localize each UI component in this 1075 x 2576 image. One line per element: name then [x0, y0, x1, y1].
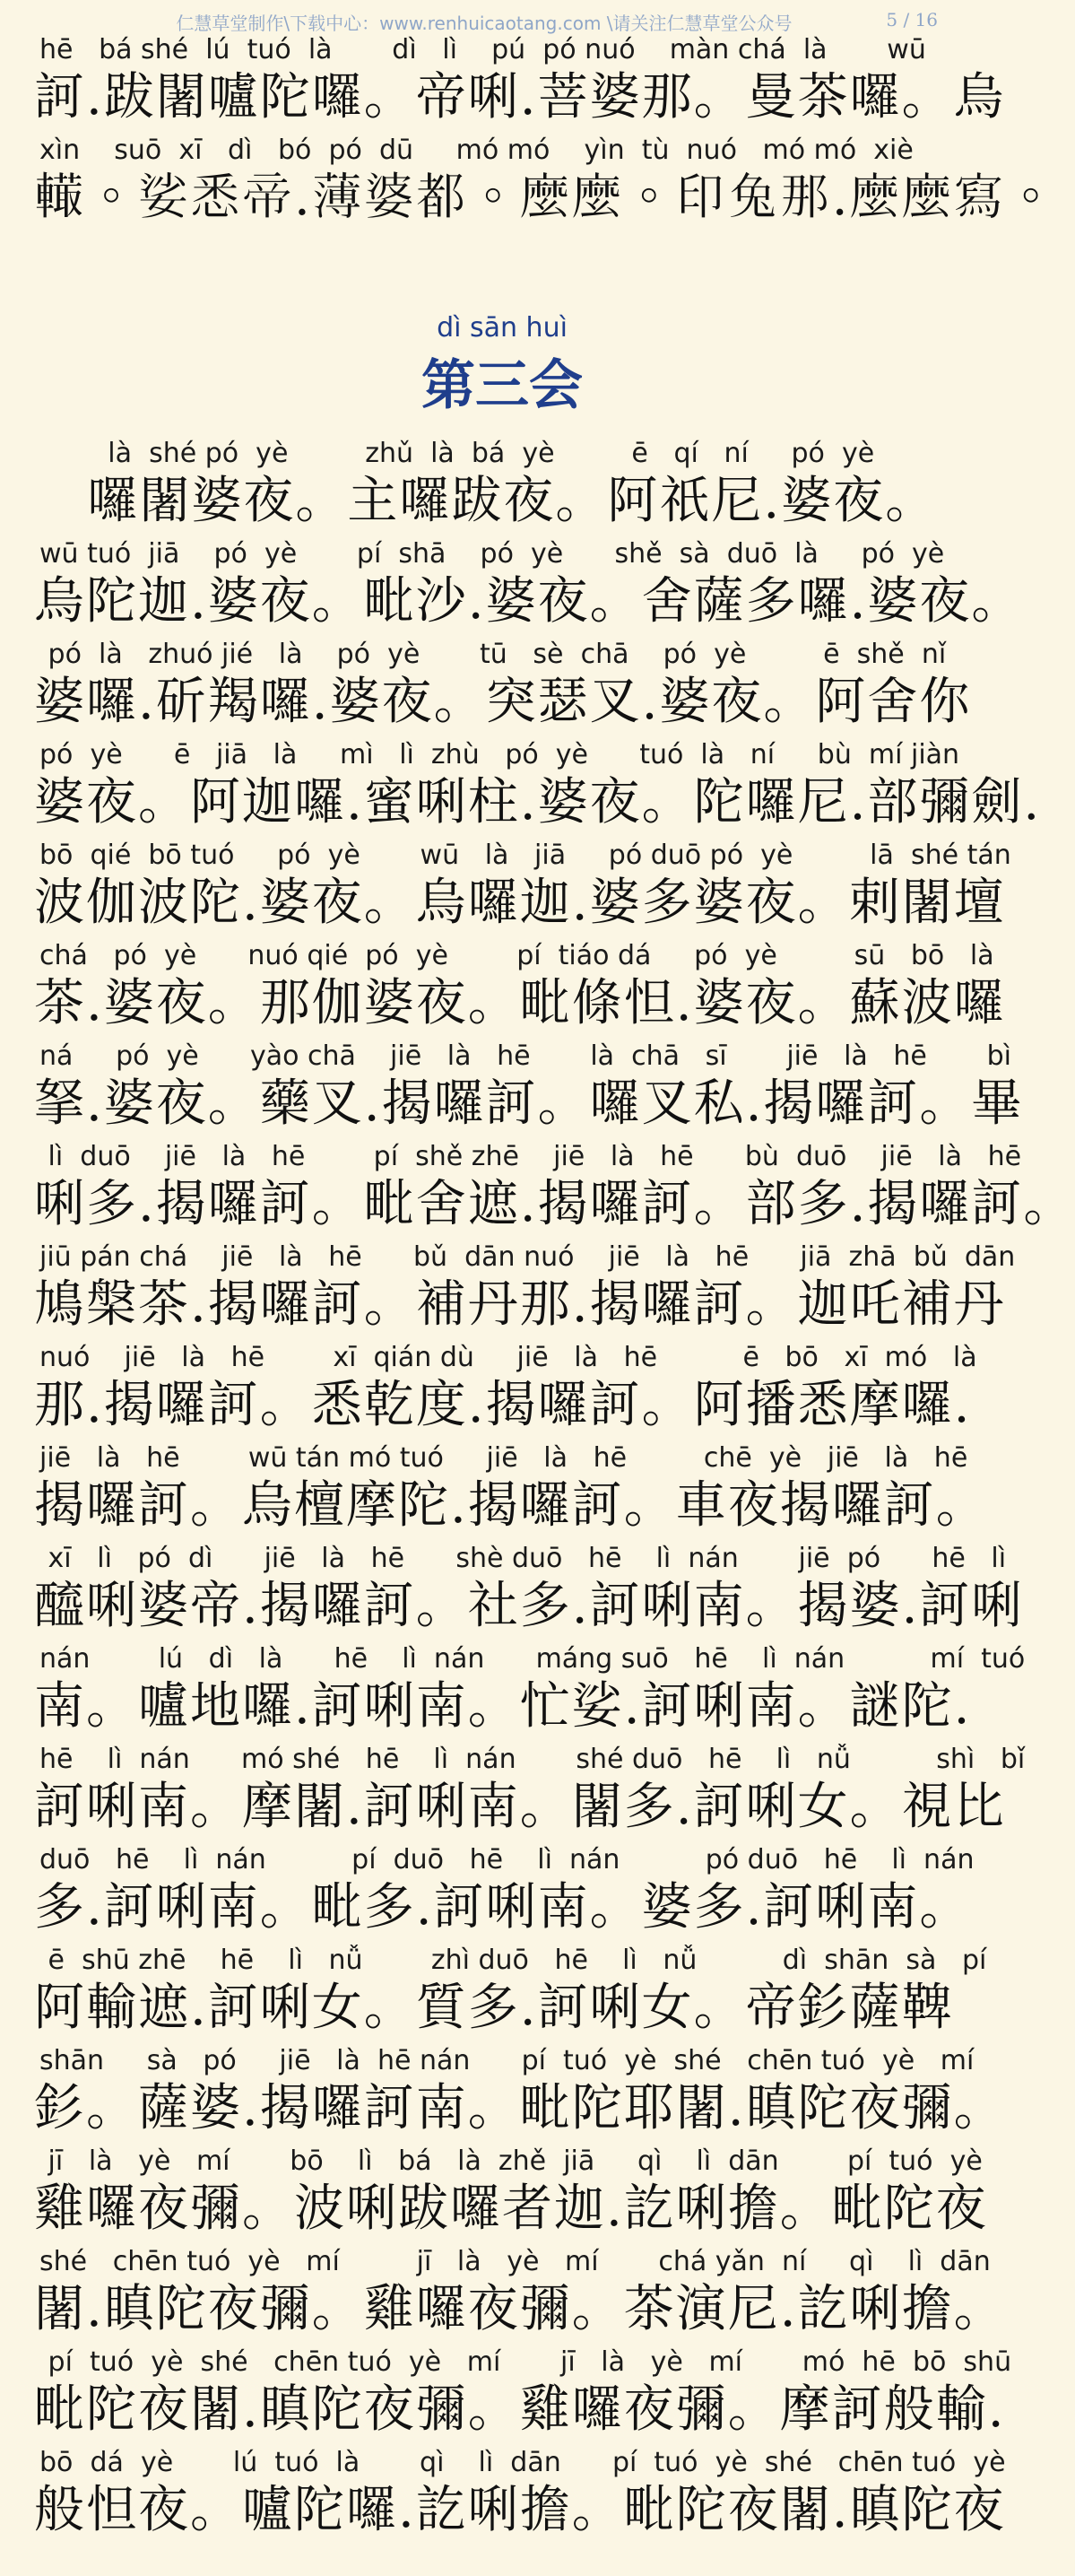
pinyin-text: lì duō jiē là hē pí shě zhē jiē là hē bù duō jiē là hē — [39, 1141, 1022, 1172]
verse-line — [34, 1742, 1026, 1842]
verse-line — [34, 2244, 1006, 2345]
pinyin-text: ná pó yè yào chā jiē là hē là chā sī jiē là hē bì — [39, 1040, 1011, 1072]
hanzi-text: 釤。薩婆.揭囉訶南。毗陀耶闍.瞋陀夜彌。 — [34, 2079, 1006, 2137]
pinyin-text: jiū pán chá jiē là hē bǔ dān nuó jiē là hē jiā zhā bǔ dān — [39, 1241, 1016, 1273]
verse-line — [34, 2345, 1012, 2445]
pinyin-text: hē lì nán mó shé hē lì nán shé duō hē lì nǚ shì bǐ — [39, 1744, 1026, 1775]
pinyin-text: jī là yè mí bō lì bá là zhě jiā qì lì dān pí tuó yè — [39, 2145, 983, 2177]
hanzi-text: 唎多.揭囉訶。毗舍遮.揭囉訶。部多.揭囉訶。 — [34, 1175, 1075, 1233]
hanzi-text: 般怛夜。嚧陀囉.訖唎擔。毗陀夜闍.瞋陀夜 — [34, 2481, 1006, 2539]
section-title: 第三会 — [421, 354, 583, 417]
hanzi-text: 茶.婆夜。那伽婆夜。毗條怛.婆夜。蘇波囉 — [34, 974, 1006, 1032]
hanzi-text: 闍.瞋陀夜彌。雞囉夜彌。茶演尼.訖唎擔。 — [34, 2280, 1006, 2338]
hanzi-text: 波伽波陀.婆夜。烏囉迦.婆多婆夜。剌闍壇 — [34, 874, 1006, 932]
pinyin-text: bō qié bō tuó pó yè wū là jiā pó duō pó yè lā shé tán — [39, 840, 1011, 871]
hanzi-text: 醯唎婆帝.揭囉訶。社多.訶唎南。揭婆.訶唎 — [34, 1577, 1024, 1635]
pinyin-text: bō dá yè lú tuó là qì lì dān pí tuó yè shé chēn tuó yè — [39, 2447, 1006, 2478]
verse-line — [34, 32, 1006, 133]
hanzi-text: 囉闍婆夜。主囉跋夜。阿祇尼.婆夜。 — [34, 472, 938, 530]
verse-line — [34, 1641, 1026, 1742]
verse-line — [34, 838, 1011, 938]
verse-line — [34, 1240, 1016, 1340]
hanzi-text: 烏陀迦.婆夜。毗沙.婆夜。舍薩多囉.婆夜。 — [34, 572, 1024, 631]
hanzi-text: 婆囉.斫羯囉.婆夜。突瑟叉.婆夜。阿舍你 — [34, 673, 972, 731]
hanzi-text: 訶唎南。摩闍.訶唎南。闍多.訶唎女。視比 — [34, 1778, 1006, 1836]
verse-line — [34, 938, 1006, 1039]
verse-line — [34, 2144, 988, 2244]
hanzi-text: 阿輸遮.訶唎女。質多.訶唎女。帝釤薩鞞 — [34, 1979, 954, 2037]
verse-line — [34, 1943, 987, 2043]
page-number: 5 / 16 — [886, 9, 938, 30]
verse-line — [34, 737, 1042, 838]
hanzi-text: 揭囉訶。烏檀摩陀.揭囉訶。車夜揭囉訶。 — [34, 1476, 988, 1535]
verse-line — [34, 1039, 1024, 1139]
hanzi-text: 那.揭囉訶。悉乾度.揭囉訶。阿播悉摩囉. — [34, 1376, 972, 1434]
pinyin-text: shé chēn tuó yè mí jī là yè mí chá yǎn ní qì lì dān — [39, 2246, 991, 2277]
verse-line — [34, 1340, 977, 1440]
verse-line — [34, 536, 1024, 637]
hanzi-text: 𨎮。娑悉帝.薄婆都。麼麼。印兔那.麼麼寫。 — [34, 169, 1058, 227]
pinyin-text: wū tuó jiā pó yè pí shā pó yè shě sà duō là pó yè — [39, 538, 945, 570]
pinyin-text: nuó jiē là hē xī qián dù jiē là hē ē bō xī mó là — [39, 1342, 977, 1373]
hanzi-text: 婆夜。阿迦囉.蜜唎柱.婆夜。陀囉尼.部彌劍. — [34, 773, 1042, 831]
pinyin-text: shān sà pó jiē là hē nán pí tuó yè shé chēn tuó yè mí — [39, 2045, 975, 2076]
pinyin-text: duō hē lì nán pí duō hē lì nán pó duō hē lì nán — [39, 1844, 975, 1875]
hanzi-text: 毗陀夜闍.瞋陀夜彌。雞囉夜彌。摩訶般輸. — [34, 2380, 1006, 2439]
pinyin-text: jiē là hē wū tán mó tuó jiē là hē chē yè jiē là hē — [39, 1442, 968, 1474]
pinyin-text: ē shū zhē hē lì nǚ zhì duō hē lì nǚ dì shān sà pí — [39, 1945, 987, 1976]
verse-line — [34, 436, 949, 536]
pinyin-text: xìn suō xī dì bó pó dū mó mó yìn tù nuó mó mó xiè — [39, 135, 914, 166]
verse-line — [34, 2445, 1006, 2546]
pinyin-text: pí tuó yè shé chēn tuó yè mí jī là yè mí mó hē bō shū — [39, 2346, 1012, 2378]
pinyin-text: nán lú dì là hē lì nán máng suō hē lì nán mí tuó — [39, 1643, 1026, 1675]
pinyin-text: hē bá shé lú tuó là dì lì pú pó nuó màn chá là wū — [39, 34, 926, 65]
verse-line — [34, 133, 1058, 233]
hanzi-text: 南。嚧地囉.訶唎南。忙娑.訶唎南。謎陀. — [34, 1677, 972, 1736]
section-pinyin: dì sān huì — [437, 312, 568, 344]
pinyin-text: pó yè ē jiā là mì lì zhù pó yè tuó là ní bù mí jiàn — [39, 739, 960, 770]
hanzi-text: 雞囉夜彌。波唎跋囉者迦.訖唎擔。毗陀夜 — [34, 2180, 988, 2238]
hanzi-text: 鳩槃茶.揭囉訶。補丹那.揭囉訶。迦吒補丹 — [34, 1275, 1006, 1334]
pinyin-text: chá pó yè nuó qié pó yè pí tiáo dá pó yè sū bō là — [39, 940, 994, 971]
hanzi-text: 訶.跋闍嚧陀囉。帝唎.菩婆那。曼茶囉。烏 — [34, 68, 1006, 126]
verse-line — [34, 1541, 1024, 1641]
verse-line — [34, 637, 972, 737]
pinyin-text: là shé pó yè zhǔ là bá yè ē qí ní pó yè — [39, 438, 875, 469]
header-source-text: 仁慧草堂制作\下载中心：www.renhuicaotang.com \请关注仁慧草堂公众号 — [176, 13, 793, 34]
pinyin-text: xī lì pó dì jiē là hē shè duō hē lì nán jiē pó hē lì — [39, 1543, 1007, 1574]
verse-line — [34, 1139, 1075, 1240]
verse-line — [34, 1842, 975, 1943]
verse-line — [34, 1440, 988, 1541]
verse-line — [34, 2043, 1006, 2144]
hanzi-text: 拏.婆夜。藥叉.揭囉訶。囉叉私.揭囉訶。畢 — [34, 1075, 1024, 1133]
hanzi-text: 多.訶唎南。毗多.訶唎南。婆多.訶唎南。 — [34, 1878, 972, 1936]
pinyin-text: pó là zhuó jié là pó yè tū sè chā pó yè ē shě nǐ — [39, 639, 947, 670]
